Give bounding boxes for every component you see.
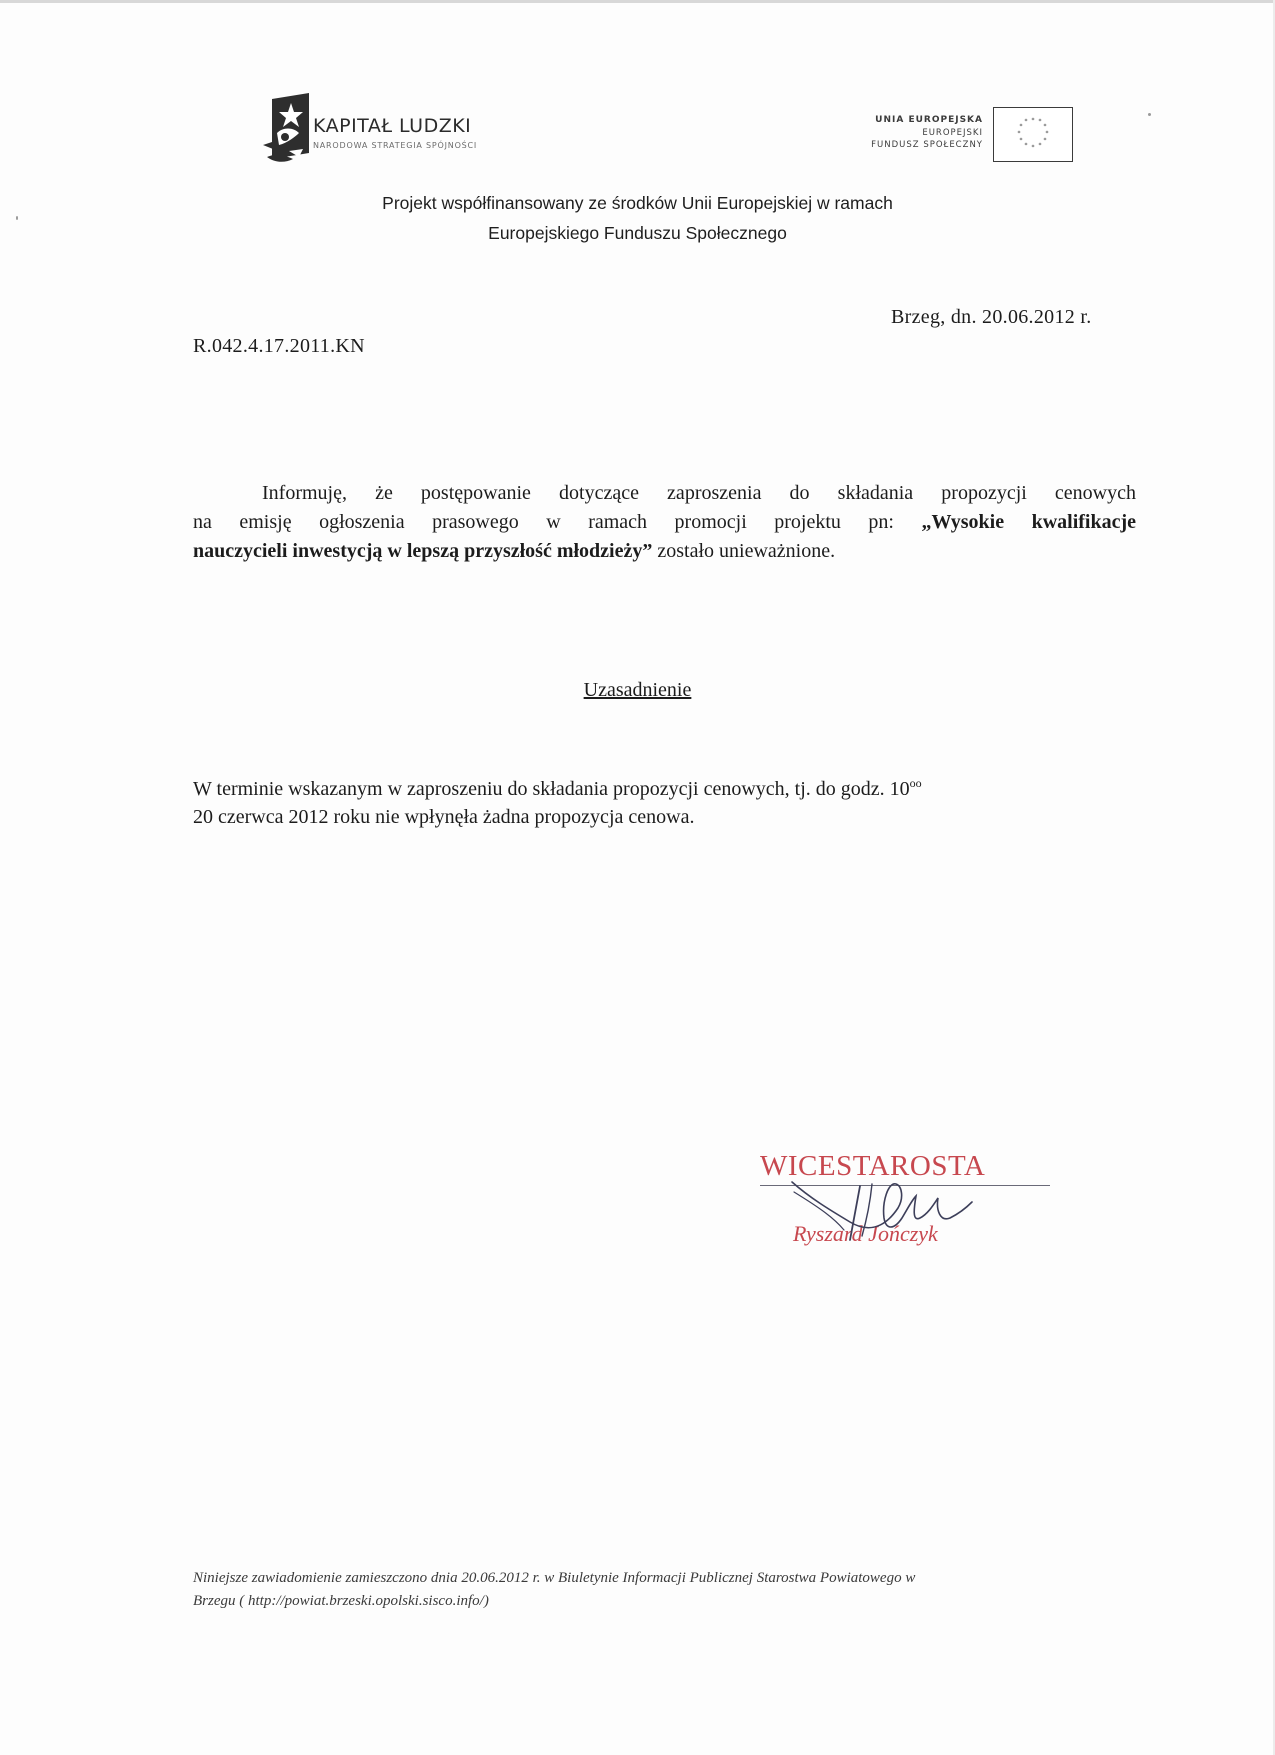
eu-logo [830, 106, 1075, 166]
project-title-part-1: „Wysokie kwalifikacje [921, 511, 1136, 533]
stamp-title: WICESTAROSTA [760, 1150, 986, 1182]
footnote-line-2: Brzegu ( http://powiat.brzeski.opolski.sisco.info/) [193, 1593, 489, 1609]
place-date: Brzeg, dn. 20.06.2012 r. [891, 306, 1092, 328]
body-paragraph-1-line-2 [193, 508, 1136, 537]
eu-logo-line1: UNIA EUROPEJSKA [875, 115, 983, 125]
body-paragraph-2-line-1 [193, 776, 922, 801]
eu-logo-line3: FUNDUSZ SPOŁECZNY [871, 140, 983, 150]
svg-text:*: * [1045, 130, 1049, 137]
body-paragraph-2-line-2: 20 czerwca 2012 roku nie wpłynęła żadna propozycja cenowa. [193, 806, 695, 828]
kapital-ludzki-emblem-icon [263, 93, 311, 169]
footnote-line-1: Niniejsze zawiadomienie zamieszczono dnia 20.06.2012 r. w Biuletynie Informacji Publicznej Starostwa Powiatowego w [193, 1570, 916, 1586]
cofinance-line-1: Projekt współfinansowany ze środków Unii Europejskiej w ramach [382, 193, 893, 213]
body-p1-text-2: na emisję ogłoszenia prasowego w ramach promocji projektu pn: [193, 511, 922, 533]
svg-text:*: * [1031, 144, 1035, 151]
svg-text:*: * [1017, 130, 1021, 137]
project-title-part-2: nauczycieli inwestycją w lepszą przyszłość młodzieży” [193, 540, 653, 562]
eu-logo-line2: EUROPEJSKI [922, 128, 983, 138]
kapital-ludzki-subtitle: NARODOWA STRATEGIA SPÓJNOŚCI [313, 141, 478, 150]
justification-heading [0, 679, 1275, 702]
svg-text:*: * [1038, 118, 1042, 125]
svg-text:*: * [1024, 118, 1028, 125]
body-paragraph-1-line-3 [193, 537, 1136, 566]
kapital-ludzki-logo [255, 93, 555, 173]
eu-flag-icon [993, 107, 1073, 162]
body-paragraph-1-line-1 [193, 479, 1136, 508]
svg-text:*: * [1024, 142, 1028, 149]
kapital-ludzki-title: KAPITAŁ LUDZKI [313, 115, 472, 137]
svg-text:*: * [1043, 137, 1047, 144]
eu-logo-text [871, 114, 983, 151]
svg-text:*: * [1038, 142, 1042, 149]
svg-text:*: * [1019, 137, 1023, 144]
scan-edge-top [0, 0, 1275, 3]
svg-text:*: * [1043, 123, 1047, 130]
body-p2-text-1: W terminie wskazanym w zaproszeniu do składania propozycji cenowych, tj. do godz. 10 [193, 778, 910, 800]
body-p1-text-1: Informuję, że postępowanie dotyczące zaproszenia do składania propozycji cenowych [262, 482, 1136, 504]
body-p1-text-3: zostało unieważnione. [652, 540, 836, 562]
handwritten-signature [790, 1178, 980, 1248]
stamp-name: Ryszard Jończyk [793, 1221, 938, 1246]
publication-footnote [193, 1567, 1093, 1613]
hour-superscript: oo [909, 776, 922, 790]
reference-number: R.042.4.17.2011.KN [193, 335, 365, 357]
cofinance-line-2: Europejskiego Funduszu Społecznego [488, 223, 787, 243]
scan-speck [1148, 113, 1151, 116]
svg-text:*: * [1031, 117, 1035, 124]
justification-heading-text: Uzasadnienie [583, 679, 692, 701]
scan-speck [16, 216, 18, 220]
svg-text:*: * [1019, 123, 1023, 130]
